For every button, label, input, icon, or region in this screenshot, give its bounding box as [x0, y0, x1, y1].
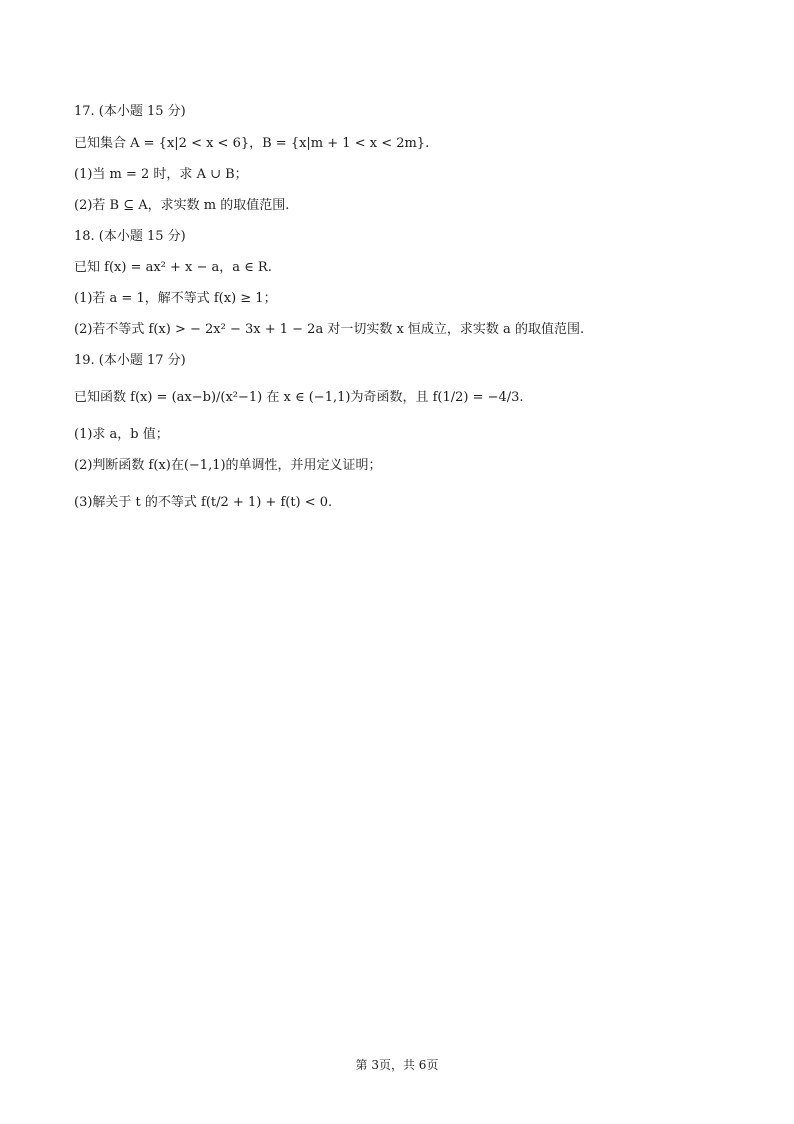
- problem-18-part-1: (1)若 a = 1，解不等式 f(x) ≥ 1；: [74, 291, 277, 306]
- page-number: 第 3页，共 6页: [355, 1058, 439, 1072]
- problem-17-part-2: (2)若 B ⊆ A，求实数 m 的取值范围.: [74, 198, 290, 213]
- problem-18-part-2: (2)若不等式 f(x) > − 2x² − 3x + 1 − 2a 对一切实数 x 恒成立，求实数 a 的取值范围.: [74, 322, 585, 337]
- problem-19-header: 19. (本小题 17 分): [74, 353, 186, 368]
- problem-18-stem: 已知 f(x) = ax² + x − a，a ∈ R.: [74, 260, 272, 275]
- problem-17-header: 17. (本小题 15 分): [74, 104, 186, 119]
- problem-19-part-1: (1)求 a，b 值；: [74, 427, 169, 442]
- problem-19-part-3: (3)解关于 t 的不等式 f(t/2 + 1) + f(t) < 0.: [74, 495, 333, 510]
- problem-19-part-2: (2)判断函数 f(x)在(−1,1)的单调性，并用定义证明；: [74, 458, 382, 473]
- problem-18-header: 18. (本小题 15 分): [74, 229, 186, 244]
- problem-17-part-1: (1)当 m = 2 时，求 A ∪ B；: [74, 167, 248, 182]
- problem-17-stem: 已知集合 A = {x|2 < x < 6}，B = {x|m + 1 < x < 2m}.: [74, 136, 430, 151]
- problem-19-stem: 已知函数 f(x) = (ax−b)/(x²−1) 在 x ∈ (−1,1)为奇函数，且 f(1/2) = −4/3.: [74, 390, 524, 405]
